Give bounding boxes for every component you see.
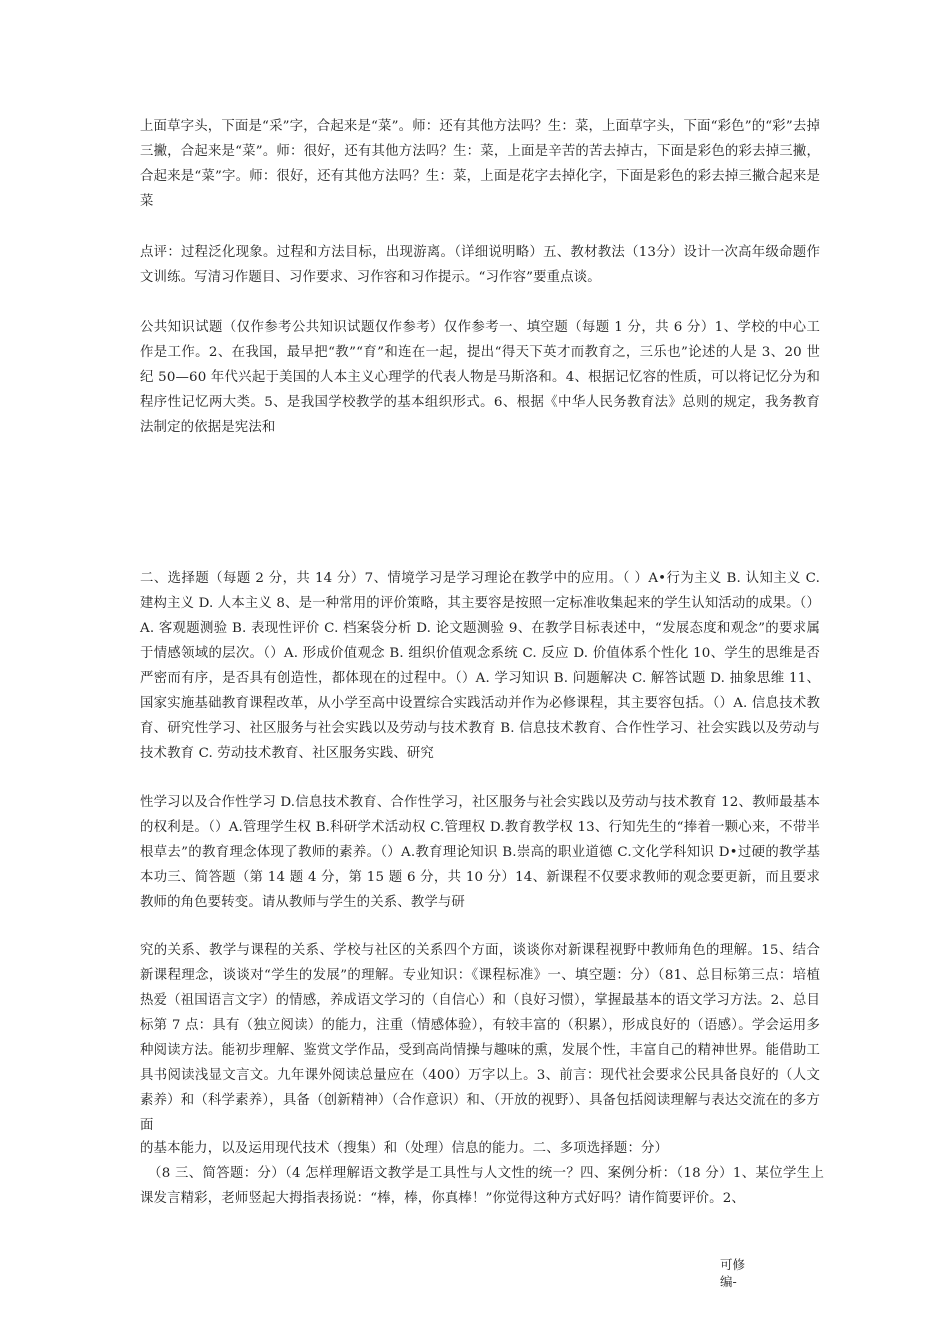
paragraph-choice-continued: 性学习以及合作性学习 D.信息技术教育、合作性学习，社区服务与社会实践以及劳动与技术教育 12、教师最基本的权利是。（）A.管理学生权 B.科研学术活动权 C.管理权 D.教育教学权 13、行知先生的“捧着一颗心来，不带半根草去”的教育理念体现了教师的素养。（）A.教育理论知识 B.崇高的职业道德 C.文化学科知识 D•过硬的教学基本功三、简答题（第 14 题 4 分，第 15 题 6 分，共 10 分）14、新课程不仅要求教师的观念要更新，而且要求教师的角色要转变。请从教师与学生的关系、教学与研 xyxy=(140,795,820,910)
paragraph-choice-questions: 二、选择题（每题 2 分，共 14 分）7、情境学习是学习理论在教学中的应用。（ ）A•行为主义 B. 认知主义 C. 建构主义 D. 人本主义 8、是一种常用的评价策略，其主要容是按照一定标准收集起来的学生认知活动的成果。（）A. 客观题测验 B. 表现性评价 C. 档案袋分析 D. 论文题测验 9、在教学目标表述中，“发展态度和观念”的要求属于情感领域的层次。（）A. 形成价值观念 B. 组织价值观念系统 C. 反应 D. 价值体系个性化 10、学生的思维是否严密而有序，是否具有创造性，都体现在的过程中。（）A. 学习知识 B. 问题解决 C. 解答试题 D. 抽象思维 11、国家实施基础教育课程改革，从小学至高中设置综合实践活动并作为必修课程，其主要容包括。（）A. 信息技术教育、研究性学习、社区服务与社会实践以及劳动与技术教育 B. 信息技术教育、合作性学习、社会实践以及劳动与技术教育 C. 劳动技术教育、社区服务实践、研究 xyxy=(140,571,820,761)
paragraph-literacy-dialogue: 上面草字头，下面是“采”字，合起来是“菜”。师：还有其他方法吗？生：菜，上面草字头，下面“彩色”的“彩”去掉三撇，合起来是“菜”。师：很好，还有其他方法吗？生：菜，上面是辛苦的苦去掉古，下面是彩色的彩去掉三撇，合起来是“菜”字。师：很好，还有其他方法吗？生：菜，上面是花字去掉化字，下面是彩色的彩去掉三撇合起来是菜 xyxy=(140,119,820,209)
footer-line-2: 编- xyxy=(720,1274,737,1289)
paragraph-fill-in-questions: 公共知识试题（仅作参考公共知识试题仅作参考）仅作参考一、填空题（每题 1 分，共 6 分）1、学校的中心工作是工作。2、在我国，最早把“教”“育”和连在一起，提出“得天下英才而教育之，三乐也”论述的人是 3、20 世纪 50—60 年代兴起于美国的人本主义心理学的代表人物是马斯洛和。4、根据记忆容的性质，可以将记忆分为和程序性记忆两大类。5、是我国学校教学的基本组织形式。6、根据《中华人民务教育法》总则的规定，我务教育法制定的依据是宪法和 xyxy=(140,320,820,435)
paragraph-multiple-choice: 的基本能力，以及运用现代技术（搜集）和（处理）信息的能力。二、多项选择题：分） xyxy=(140,1141,669,1156)
paragraph-curriculum-standards: 究的关系、教学与课程的关系、学校与社区的关系四个方面，谈谈你对新课程视野中教师角色的理解。15、结合新课程理念，谈谈对“学生的发展”的理解。专业知识：《课程标准》一、填空题：分）（81、总目标第三点：培植热爱（祖国语言文字）的情感，养成语文学习的（自信心）和（良好习惯），掌握最基本的语文学习方法。2、总目标第 7 点：具有（独立阅读）的能力，注重（情感体验），有较丰富的（积累），形成良好的（语感）。学会运用多种阅读方法。能初步理解、鉴赏文学作品，受到高尚情操与趣味的熏，发展个性，丰富自己的精神世界。能借助工具书阅读浅显文言文。九年课外阅读总量应在（400）万字以上。3、前言：现代社会要求公民具备良好的（人文素养）和（科学素养），具备（创新精神）（合作意识）和、（开放的视野）、具备包括阅读理解与表达交流在的多方面 xyxy=(140,943,820,1133)
paragraph-case-analysis: （8 三、简答题：分）（4 怎样理解语文教学是工具性与人文性的统一？四、案例分析：（18 分）1、某位学生上课发言精彩，老师竖起大拇指表扬说：“棒，棒，你真棒！”你觉得这种方式好吗？请作简要评价。2、 xyxy=(140,1166,824,1206)
paragraph-commentary: 点评：过程泛化现象。过程和方法目标，出现游离。（详细说明略）五、教材教法（13分）设计一次高年级命题作文训练。写清习作题目、习作要求、习作容和习作提示。“习作容”要重点谈。 xyxy=(140,245,820,285)
footer-line-1: 可修 xyxy=(720,1257,746,1272)
footer-note xyxy=(720,1256,780,1290)
